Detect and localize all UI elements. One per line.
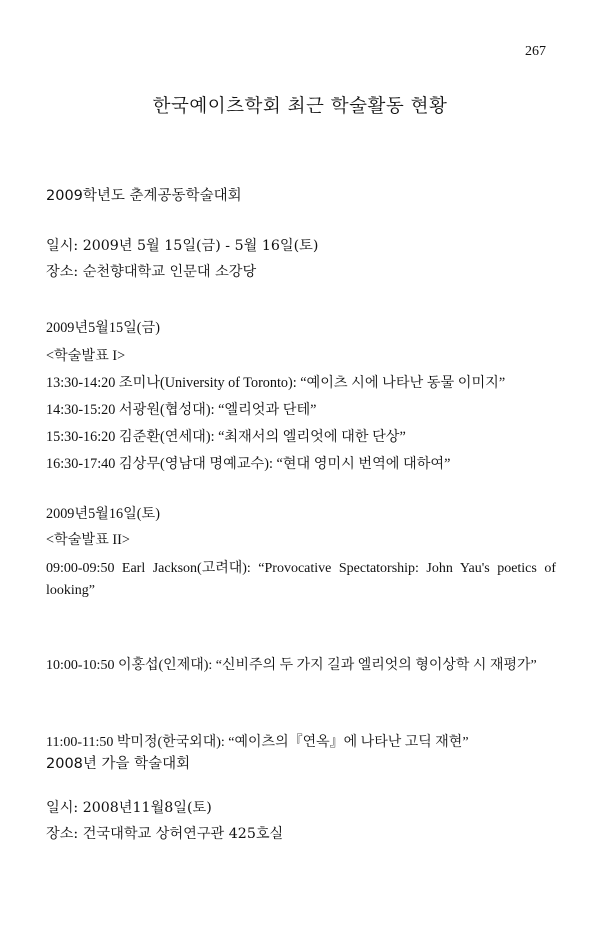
program-entry-text: 11:00-11:50 박미정(한국외대): “예이츠의『연옥』에 나타난 고딕 재현”	[46, 735, 469, 751]
day-date-line: 2009년5월15일(금)	[46, 320, 160, 336]
program-entry	[46, 655, 556, 677]
section-heading-fall-2008: 2008년 가을 학술대회	[46, 756, 191, 772]
program-entry	[46, 732, 556, 754]
program-entry: 14:30-15:20 서광원(협성대): “엘리엇과 단테”	[46, 402, 317, 418]
page-title: 한국예이츠학회 최근 학술활동 현황	[152, 96, 448, 117]
program-entry: 15:30-16:20 김준환(연세대): “최재서의 엘리엇에 대한 단상”	[46, 429, 406, 445]
program-entry: 13:30-14:20 조미나(University of Toronto): “예이츠 시에 나타난 동물 이미지”	[46, 375, 506, 391]
page-number: 267	[525, 44, 546, 59]
event-venue-line: 장소: 순천향대학교 인문대 소강당	[46, 264, 257, 280]
program-entry-text: 10:00-10:50 이홍섭(인제대): “신비주의 두 가지 길과 엘리엇의 형이상학 시 재평가”	[46, 658, 537, 674]
event-date-line: 일시: 2009년 5월 15일(금) - 5월 16일(토)	[46, 238, 319, 254]
event-date-line: 일시: 2008년11월8일(토)	[46, 800, 212, 816]
session-label: <학술발표 I>	[46, 348, 126, 364]
event-venue-line: 장소: 건국대학교 상허연구관 425호실	[46, 826, 284, 842]
session-label: <학술발표 II>	[46, 532, 130, 548]
day-date-line: 2009년5월16일(토)	[46, 506, 160, 522]
section-heading-spring-2009: 2009학년도 춘계공동학술대회	[46, 188, 242, 204]
program-entry-text: 09:00-09:50 Earl Jackson(고려대): “Provocative Spectatorship: John Yau's poetics of looking”	[46, 561, 556, 598]
program-entry: 16:30-17:40 김상무(영남대 명예교수): “현대 영미시 번역에 대하여”	[46, 456, 451, 472]
program-entry	[46, 558, 556, 601]
